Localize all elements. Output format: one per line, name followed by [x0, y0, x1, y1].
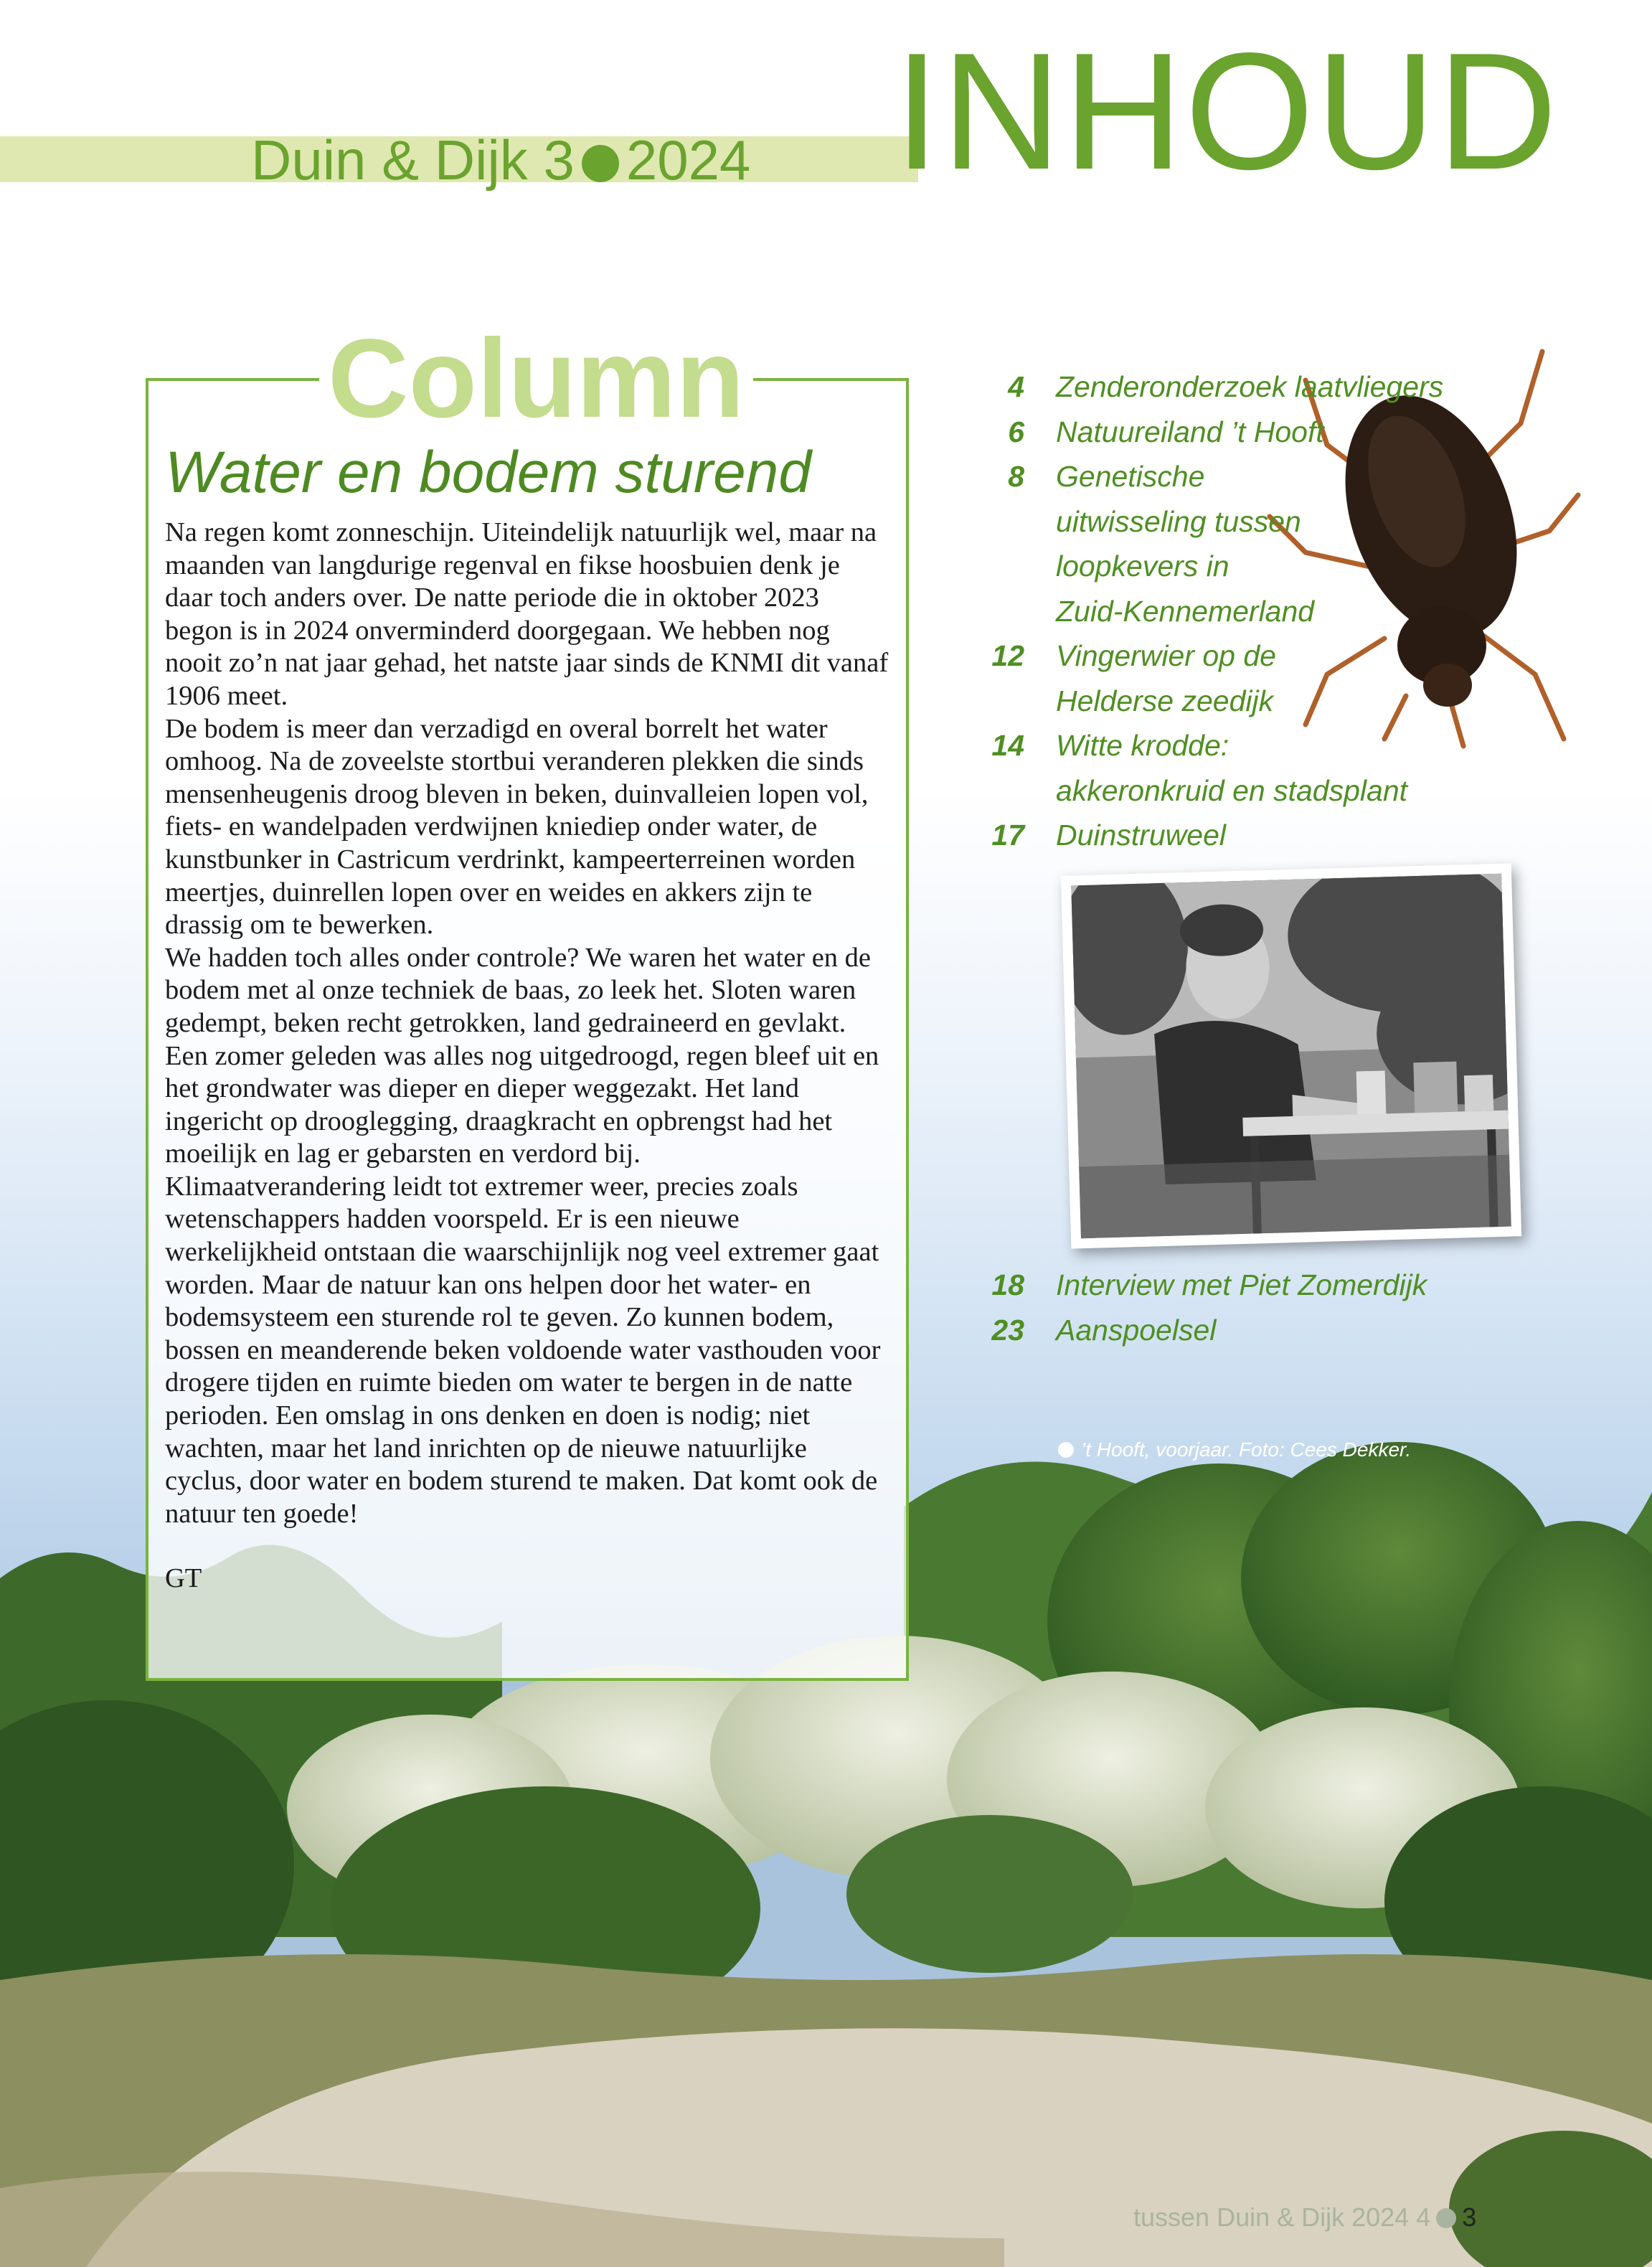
toc-title: Genetische	[1056, 460, 1205, 493]
toc-item-continued[interactable]	[954, 768, 1600, 814]
series-name: Duin & Dijk 3	[251, 128, 575, 192]
toc-item-continued[interactable]	[954, 589, 1600, 634]
column-label: Column	[319, 314, 753, 443]
toc-item-continued[interactable]	[954, 499, 1600, 545]
column-paragraph: De bodem is meer dan verzadigd en overal borrelt het water omhoog. Na de zoveelste stortbui veranderen plekken die sinds mensenheugenis droog bleven in beken, duinvalleien lopen vol, fiets- en wandelpaden verdwijnen kniediep onder water, de kunstbunker in Castricum verdrinkt, kampeerterreinen worden meertjes, duinrellen lopen over en weides en akkers zijn te drassig om te bewerken.	[165, 713, 869, 941]
toc-item[interactable]	[954, 633, 1600, 679]
toc-page: 4	[1008, 370, 1024, 403]
toc-item[interactable]	[954, 1263, 1600, 1308]
issue-year: 2024	[626, 128, 751, 192]
toc-item[interactable]	[954, 1308, 1600, 1353]
page-title: INHOUD	[894, 19, 1559, 204]
portrait-photo	[1061, 863, 1521, 1248]
toc-list	[954, 364, 1600, 858]
toc-item-continued[interactable]	[954, 544, 1600, 589]
bullet-icon	[582, 145, 619, 182]
toc-item[interactable]	[954, 454, 1600, 499]
toc-page: 14	[991, 729, 1024, 762]
column-body	[165, 517, 889, 1596]
toc-item[interactable]	[954, 813, 1600, 858]
toc-page: 23	[991, 1313, 1024, 1347]
caption-text: ’t Hooft, voorjaar. Foto: Cees Dekker.	[1081, 1438, 1412, 1461]
portrait-image	[1071, 874, 1511, 1239]
toc-title: Natuureiland ’t Hooft	[1056, 415, 1324, 448]
toc-title: Zenderonderzoek laatvliegers	[1056, 370, 1444, 403]
toc-item-continued[interactable]	[954, 679, 1600, 724]
column-paragraph: Klimaatverandering leidt tot extremer weer, precies zoals wetenschappers hadden voorspeld. Er is een nieuwe werkelijkheid ontstaan die waarschijnlijk nog veel extremer gaat worden. Maar de natuur kan ons helpen door het water- en bodemsysteem een sturende rol te geven. Zo kunnen bodem, bossen en meanderende beken voldoende water vasthouden voor drogere tijden en ruimte bieden om water te bergen in de natte perioden. Een omslag in ons denken en doen is nodig; niet wachten, maar het land inrichten op de nieuwe natuurlijke cyclus, door water en bodem sturend te maken. Dat komt ook de natuur ten goede!	[165, 1171, 881, 1529]
toc-list-continued	[954, 1263, 1600, 1352]
toc-title: Helderse zeedijk	[1056, 684, 1274, 717]
column-paragraph: Een zomer geleden was alles nog uitgedroogd, regen bleef uit en het grondwater was dieper en dieper weggezakt. Het land ingericht op drooglegging, draagkracht en opbrengst had het moeilijk en lag er gebarsten en verdord bij.	[165, 1040, 879, 1169]
toc-title: Witte krodde:	[1056, 729, 1229, 762]
toc-title: uitwisseling tussen	[1056, 504, 1301, 538]
toc-page: 18	[991, 1268, 1024, 1301]
issue-label	[251, 128, 750, 193]
toc-title: akkeronkruid en stadsplant	[1056, 773, 1408, 807]
toc-title: Duinstruweel	[1056, 819, 1226, 852]
page-number: 3	[1462, 2202, 1477, 2232]
toc-page: 8	[1008, 460, 1024, 493]
toc-title: Vingerwier op de	[1056, 639, 1276, 672]
bullet-icon	[1436, 2208, 1456, 2228]
column-heading: Water en bodem sturend	[165, 440, 811, 505]
toc-title: Aanspoelsel	[1056, 1313, 1217, 1347]
toc-page: 12	[991, 639, 1024, 672]
toc-item[interactable]	[954, 723, 1600, 768]
toc-item[interactable]	[954, 364, 1600, 410]
column-paragraph: Na regen komt zonneschijn. Uiteindelijk natuurlijk wel, maar na maanden van langdurige regenval en fikse hoosbuien denk je daar toch anders over. De natte periode die in oktober 2023 begon is in 2024 onverminderd doorgegaan. We hebben nog nooit zo’n nat jaar gehad, het natste jaar sinds de KNMI dit vanaf 1906 meet.	[165, 517, 889, 711]
toc-page: 6	[1008, 415, 1024, 448]
toc-item[interactable]	[954, 410, 1600, 455]
toc-title: Interview met Piet Zomerdijk	[1056, 1268, 1427, 1301]
photo-caption	[1058, 1438, 1411, 1461]
toc-title: loopkevers in	[1056, 550, 1229, 583]
bullet-icon	[1058, 1442, 1074, 1458]
page-footer	[1133, 2202, 1476, 2233]
toc-title: Zuid-Kennemerland	[1056, 594, 1315, 628]
column-signature: GT	[165, 1563, 202, 1594]
footer-text: tussen Duin & Dijk 2024 4	[1133, 2202, 1431, 2232]
toc-page: 17	[991, 819, 1024, 852]
column-paragraph: We hadden toch alles onder controle? We waren het water en de bodem met al onze techniek de baas, zo leek het. Sloten waren gedempt, beken recht getrokken, land gedraineerd en gevlakt.	[165, 942, 872, 1038]
